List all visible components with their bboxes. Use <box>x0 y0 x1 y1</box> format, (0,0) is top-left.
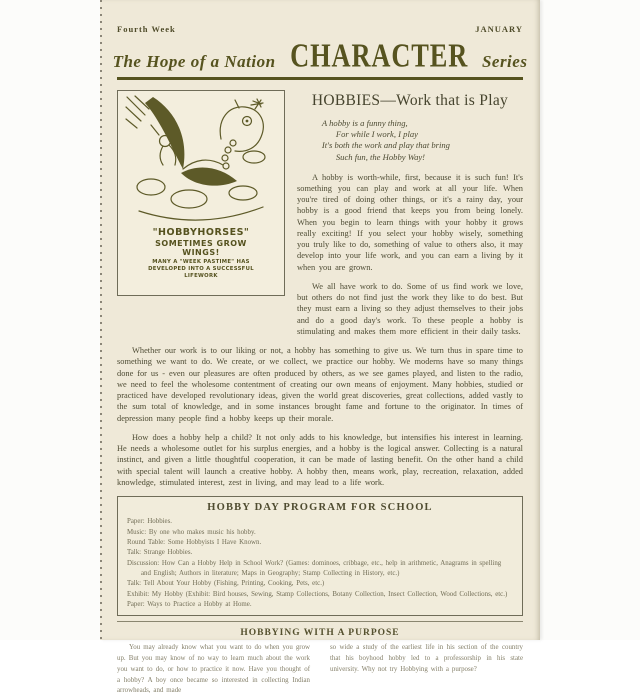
caption-line-2: SOMETIMES GROW <box>155 238 247 248</box>
program-item: Talk: Strange Hobbies. <box>127 549 193 557</box>
week-label: Fourth Week <box>117 24 176 34</box>
perforation-edge <box>100 0 102 640</box>
masthead-rule <box>117 77 523 80</box>
program-item: Paper: Hobbies. <box>127 518 173 526</box>
two-column-area <box>117 90 523 345</box>
purpose-section-title: HOBBYING WITH A PURPOSE <box>240 628 400 639</box>
caption-line-1: "HOBBYHORSES" <box>152 227 250 238</box>
hobbyhorse-illustration-box <box>117 90 285 296</box>
section-divider <box>117 621 523 622</box>
caption-subtext: MANY A "WEEK PASTIME" HAS DEVELOPED INTO A SUCCESSFUL LIFEWORK <box>148 259 254 280</box>
article-paragraph: We all have work to do. Some of us find work we love, but others do not find just the work they like to do best. But they must earn a living so they adjust themselves to their jobs and do a good day's work. To these people a hobby is stimulating and makes them more efficient in their daily tasks. <box>297 281 523 336</box>
masthead-suffix: Series <box>481 52 528 71</box>
purpose-columns <box>117 643 523 697</box>
top-line <box>117 0 523 34</box>
program-item: Music: By one who makes music his hobby. <box>127 528 256 536</box>
purpose-right-column: so wide a study of the earliest life in his section of the country that his boyhood hobby led to a professorship in his state university. Why not try Hobbying with a purpose? <box>330 644 523 673</box>
article-column <box>297 90 523 345</box>
program-item: Exhibit: My Hobby (Exhibit: Bird houses, Sewing, Stamp Collections, Botany Collection, Insect Collection, Wood Collections, etc.) <box>127 590 508 598</box>
illustration-caption <box>142 228 260 280</box>
program-item: Discussion: How Can a Hobby Help in School Work? (Games: dominoes, cribbage, etc., help in arithmetic, Anagrams in spelling and English; Authors in literature; Maps in Geography; Stamp Collecting in History, etc.) <box>127 559 502 577</box>
poem-line: It's both the work and play that bring <box>321 140 450 151</box>
program-box <box>117 496 523 616</box>
month-label: JANUARY <box>475 24 523 34</box>
article-paragraph: Whether our work is to our liking or not, a hobby has something to give us. We turn thus in spare time to something we want to do. We create, or we collect, we practice our hobby. We moderns have so many things done for us - even our pleasures are often produced by others, as we see games played, and listen to the radio, we need to feel the wholesome contentment of creating our own means of enjoyment. Many hobbies, studied or practiced have developed revolutionary ideas, given the world great discoveries, great collections, added vastly to the sum total of knowledge, and in some instances brought fame and fortune to the originator. In times of depression many people find a hobby keeps up their morale. <box>117 346 523 423</box>
poem-line: A hobby is a funny thing, <box>321 118 408 128</box>
article-title: HOBBIES—Work that is Play <box>311 92 509 109</box>
hobbyhorse-drawing-icon <box>125 95 277 227</box>
program-item: Paper: Ways to Practice a Hobby at Home. <box>127 601 252 609</box>
poem <box>322 118 498 163</box>
document-page <box>100 0 540 695</box>
caption-line-3: WINGS! <box>182 248 220 258</box>
masthead <box>112 37 528 75</box>
program-box-title: HOBBY DAY PROGRAM FOR SCHOOL <box>207 502 433 514</box>
purpose-left-column: You may already know what you want to do when you grow up. But you may know of no way to learn much about the work you want to do, or how to practice it now. Have you thought of a hobby? A boy once became so interested in collecting Indian arrowheads, and made <box>117 644 310 695</box>
program-item: Round Table: Some Hobbyists I Have Known. <box>127 538 262 546</box>
poem-line: For while I work, I play <box>335 129 418 140</box>
masthead-title: CHARACTER <box>289 37 468 75</box>
poem-line: Such fun, the Hobby Way! <box>335 151 426 162</box>
article-paragraph: A hobby is worth-while, first, because it is such fun! It's something you can play and work at all your life. When you're tired of doing other things, or it's a rainy day, your hobby is a good friend that keeps you from being lonely. When you begin to learn things with your hobby it grows really exciting! If you select your hobby wisely, something you truly like to do, something of value to others also, it may develop into your life work, and you can earn a living by it when you are grown. <box>297 172 523 272</box>
article-paragraph: How does a hobby help a child? It not only adds to his knowledge, but intensifies his interest in learning. He needs a wholesome outlet for his surplus energies, and a hobby is the logical answer. Collecting is a natural instinct, and given a little thoughtful cooperation, it can be made of lasting benefit. On the other hand a child with special talent will launch a creative hobby. A hobby then, means work, play, recreation, relaxation, added knowledge, stimulated interest, zest in living, and may lead to a life work. <box>117 432 523 487</box>
program-item: Talk: Tell About Your Hobby (Fishing, Printing, Cooking, Pets, etc.) <box>127 580 325 588</box>
masthead-prefix: The Hope of a Nation <box>112 52 276 71</box>
